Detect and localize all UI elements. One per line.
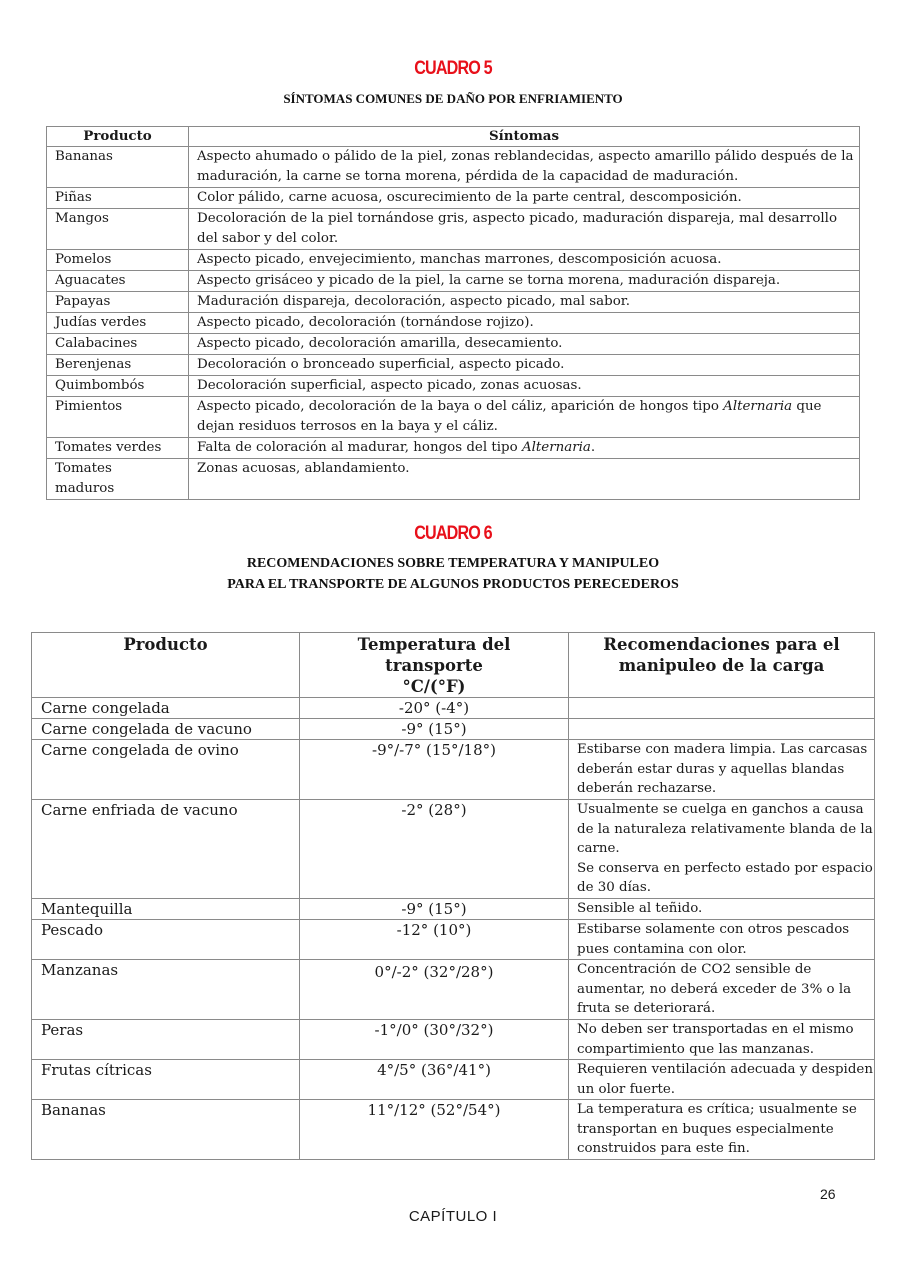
table-row — [47, 355, 860, 376]
product-cell: Peras — [32, 1020, 300, 1060]
symptoms-cell: Aspecto picado, decoloración (tornándose rojizo). — [189, 313, 860, 334]
symptoms-text: Falta de coloración al madurar, hongos del tipo — [197, 440, 522, 455]
table-row — [47, 250, 860, 271]
recommendation-cell: Estibarse con madera limpia. Las carcasas deberán estar duras y aquellas blandas deberán rechazarse. — [569, 740, 875, 800]
table-row — [32, 899, 875, 920]
transport-table — [31, 632, 875, 1160]
table-row — [32, 740, 875, 800]
table-row — [47, 313, 860, 334]
header-temperature-units: °C/(°F) — [402, 677, 466, 696]
header-recommendations: Recomendaciones para el manipuleo de la carga — [569, 633, 875, 698]
symptoms-cell: Aspecto ahumado o pálido de la piel, zonas reblandecidas, aspecto amarillo pálido después de la maduración, la carne se torna morena, pérdida de la capacidad de maduración. — [189, 147, 860, 188]
product-cell: Carne enfriada de vacuno — [32, 800, 300, 899]
temperature-cell: -12° (10°) — [300, 920, 569, 960]
symptoms-cell: Zonas acuosas, ablandamiento. — [189, 459, 860, 500]
product-cell: Pimientos — [47, 397, 189, 438]
product-cell: Piñas — [47, 188, 189, 209]
recommendation-text: Se conserva en perfecto estado por espacio de 30 días. — [577, 860, 873, 895]
cuadro6-title: CUADRO 6 — [414, 523, 492, 544]
recommendation-cell: La temperatura es crítica; usualmente se transportan en buques especialmente construidos para este fin. — [569, 1100, 875, 1160]
product-cell: Carne congelada de vacuno — [32, 719, 300, 740]
page-number: 26 — [820, 1186, 836, 1202]
symptoms-cell: Color pálido, carne acuosa, oscurecimiento de la parte central, descomposición. — [189, 188, 860, 209]
header-temperature — [300, 633, 569, 698]
product-cell: Judías verdes — [47, 313, 189, 334]
table-row — [32, 1060, 875, 1100]
symptoms-cell: Aspecto picado, envejecimiento, manchas marrones, descomposición acuosa. — [189, 250, 860, 271]
table-row — [32, 719, 875, 740]
recommendation-cell: No deben ser transportadas en el mismo compartimiento que las manzanas. — [569, 1020, 875, 1060]
temperature-cell: -9° (15°) — [300, 719, 569, 740]
symptoms-cell: Aspecto grisáceo y picado de la piel, la carne se torna morena, maduración dispareja. — [189, 271, 860, 292]
table-row — [32, 960, 875, 1020]
symptoms-table — [46, 126, 860, 500]
temperature-cell: -1°/0° (30°/32°) — [300, 1020, 569, 1060]
product-cell: Carne congelada de ovino — [32, 740, 300, 800]
table-row — [47, 292, 860, 313]
temperature-cell: 4°/5° (36°/41°) — [300, 1060, 569, 1100]
table-row — [32, 920, 875, 960]
symptoms-text: que dejan residuos terrosos en la baya y el cáliz. — [197, 399, 822, 434]
table-row — [47, 438, 860, 459]
temperature-cell: -20° (-4°) — [300, 698, 569, 719]
recommendation-cell: Sensible al teñido. — [569, 899, 875, 920]
product-cell: Tomates maduros — [47, 459, 189, 500]
symptoms-cell: Decoloración o bronceado superficial, aspecto picado. — [189, 355, 860, 376]
cuadro5-title: CUADRO 5 — [414, 58, 492, 79]
symptoms-cell: Maduración dispareja, decoloración, aspecto picado, mal sabor. — [189, 292, 860, 313]
cuadro6-subtitle-line1: RECOMENDACIONES SOBRE TEMPERATURA Y MANIPULEO — [246, 556, 660, 571]
symptoms-cell — [189, 397, 860, 438]
header-product: Producto — [32, 633, 300, 698]
recommendation-cell — [569, 800, 875, 899]
symptoms-italic: Alternaria — [723, 399, 793, 414]
table-row — [47, 334, 860, 355]
recommendation-cell — [569, 719, 875, 740]
table-row — [32, 1100, 875, 1160]
table-header-row — [47, 127, 860, 147]
table-row — [47, 271, 860, 292]
header-symptoms: Síntomas — [189, 127, 860, 147]
product-cell: Bananas — [47, 147, 189, 188]
product-cell: Pescado — [32, 920, 300, 960]
symptoms-text: . — [590, 440, 596, 455]
cuadro6-subtitle — [0, 553, 906, 595]
temperature-cell: -9°/-7° (15°/18°) — [300, 740, 569, 800]
symptoms-cell — [189, 438, 860, 459]
product-cell: Papayas — [47, 292, 189, 313]
chapter-footer: CAPÍTULO I — [408, 1208, 498, 1225]
header-product: Producto — [47, 127, 189, 147]
symptoms-italic: Alternaria — [521, 440, 591, 455]
cuadro5-subtitle: SÍNTOMAS COMUNES DE DAÑO POR ENFRIAMIENTO — [283, 91, 623, 106]
symptoms-text: Aspecto picado, decoloración de la baya o del cáliz, aparición de hongos tipo — [197, 399, 724, 414]
temperature-cell: 11°/12° (52°/54°) — [300, 1100, 569, 1160]
recommendation-text: Usualmente se cuelga en ganchos a causa de la naturaleza relativamente blanda de la carne. — [577, 802, 873, 856]
product-cell: Berenjenas — [47, 355, 189, 376]
cuadro6-subtitle-line2: PARA EL TRANSPORTE DE ALGUNOS PRODUCTOS PERECEDEROS — [227, 577, 679, 592]
symptoms-cell: Decoloración de la piel tornándose gris, aspecto picado, maduración dispareja, mal desarrollo del sabor y del color. — [189, 209, 860, 250]
product-cell: Pomelos — [47, 250, 189, 271]
product-cell: Tomates verdes — [47, 438, 189, 459]
product-cell: Manzanas — [32, 960, 300, 1020]
table-row — [47, 397, 860, 438]
table-row — [47, 376, 860, 397]
table-row — [47, 459, 860, 500]
header-temperature-label: Temperatura del transporte — [357, 635, 511, 675]
table-row — [32, 698, 875, 719]
symptoms-cell: Decoloración superficial, aspecto picado, zonas acuosas. — [189, 376, 860, 397]
temperature-cell: 0°/-2° (32°/28°) — [300, 960, 569, 1020]
product-cell: Bananas — [32, 1100, 300, 1160]
table-row — [47, 188, 860, 209]
table-row — [47, 209, 860, 250]
product-cell: Mangos — [47, 209, 189, 250]
symptoms-cell: Aspecto picado, decoloración amarilla, desecamiento. — [189, 334, 860, 355]
product-cell: Quimbombós — [47, 376, 189, 397]
table-row — [47, 147, 860, 188]
table-row — [32, 800, 875, 899]
temperature-cell: -2° (28°) — [300, 800, 569, 899]
table-header-row — [32, 633, 875, 698]
recommendation-cell: Estibarse solamente con otros pescados pues contamina con olor. — [569, 920, 875, 960]
product-cell: Mantequilla — [32, 899, 300, 920]
product-cell: Carne congelada — [32, 698, 300, 719]
product-cell: Calabacines — [47, 334, 189, 355]
temperature-cell: -9° (15°) — [300, 899, 569, 920]
product-cell: Frutas cítricas — [32, 1060, 300, 1100]
recommendation-cell: Concentración de CO2 sensible de aumentar, no deberá exceder de 3% o la fruta se deteriorará. — [569, 960, 875, 1020]
recommendation-cell: Requieren ventilación adecuada y despiden un olor fuerte. — [569, 1060, 875, 1100]
product-cell: Aguacates — [47, 271, 189, 292]
table-row — [32, 1020, 875, 1060]
recommendation-cell — [569, 698, 875, 719]
